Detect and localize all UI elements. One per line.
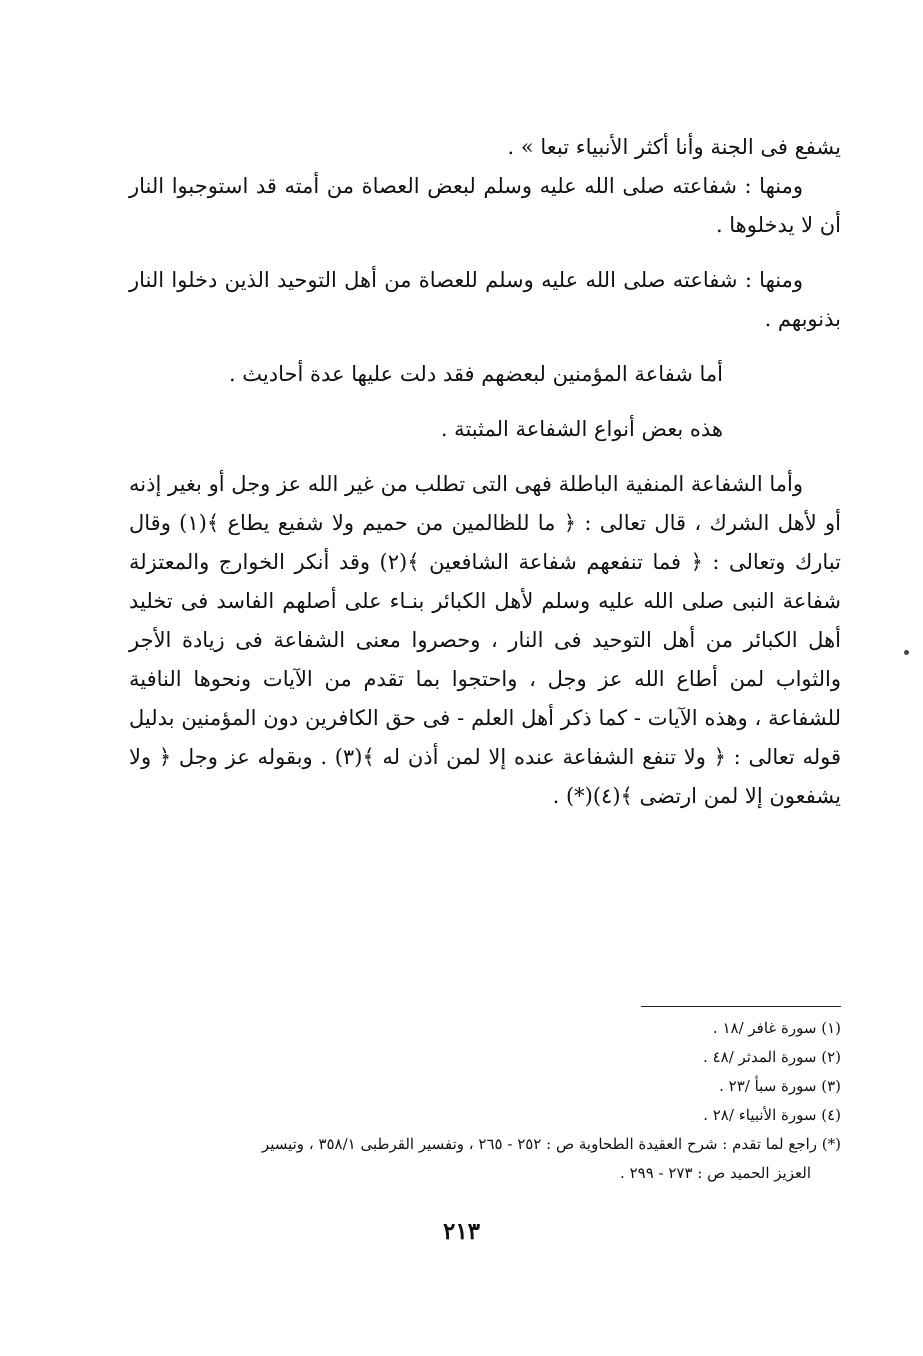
paragraph: ومنها : شفاعته صلى الله عليه وسلم لبعض العصاة من أمته قد استوجبوا النار أن لا يدخلوها . — [129, 174, 841, 237]
paragraph: ومنها : شفاعته صلى الله عليه وسلم للعصاة من أهل التوحيد الذين دخلوا النار بذنوبهم . — [129, 268, 841, 331]
page-number: ٢١٣ — [442, 1218, 481, 1245]
paragraph: هذه بعض أنواع الشفاعة المثبتة . — [440, 417, 723, 441]
footnote-item-continuation: العزيز الحميد ص : ٢٧٣ - ٢٩٩ . — [620, 1164, 811, 1182]
paragraph: أما شفاعة المؤمنين لبعضهم فقد دلت عليها عدة أحاديث . — [228, 362, 723, 386]
footnote-item: (٣) سورة سبأ /٢٣ . — [719, 1077, 841, 1095]
footnote-item: (١) سورة غافر /١٨ . — [712, 1019, 841, 1037]
paragraph: وأما الشفاعة المنفية الباطلة فهى التى تطلب من غير الله عز وجل أو بغير إذنه أو لأهل الشرك ، قال تعالى : ﴿ ما للظالمين من حميم ولا شفيع يطاع ﴾(١) وقال تبارك وتعالى : ﴿ فما تنفعهم شفاعة الشافعين ﴾(٢) وقد أنكر الخوارج والمعتزلة شفاعة النبى صلى الله عليه وسلم لأهل الكبائر بنـاء على أصلهم الفاسد فى تخليد أهل الكبائر من أهل التوحيد فى النار ، وحصروا معنى الشفاعة فى زيادة الأجر والثواب لمن أطاع الله عز وجل ، واحتجوا بما تقدم من الآيات ونحوها النافية للشفاعة ، وهذه الآيات - كما ذكر أهل العلم - فى حق الكافرين دون المؤمنين بدليل قوله تعالى : ﴿ ولا تنفع الشفاعة عنده إلا لمن أذن له ﴾(٣) . وبقوله عز وجل ﴿ ولا يشفعون إلا لمن ارتضى ﴾(٤)(*) . — [129, 472, 841, 808]
footnote-item: (*) راجع لما تقدم : شرح العقيدة الطحاوية ص : ٢٥٢ - ٢٦٥ ، وتفسير القرطبى ٣٥٨/١ ، وتيسير — [261, 1135, 841, 1153]
paragraph: يشفع فى الجنة وأنا أكثر الأنبياء تبعا » . — [507, 135, 841, 159]
footnote-item: (٤) سورة الأنبياء /٢٨ . — [703, 1106, 841, 1124]
margin-dot — [904, 650, 909, 655]
footnotes — [129, 1014, 841, 1188]
footnote-divider — [641, 1006, 841, 1007]
footnote-item: (٢) سورة المدثر /٤٨ . — [703, 1048, 841, 1066]
main-text — [129, 128, 841, 832]
